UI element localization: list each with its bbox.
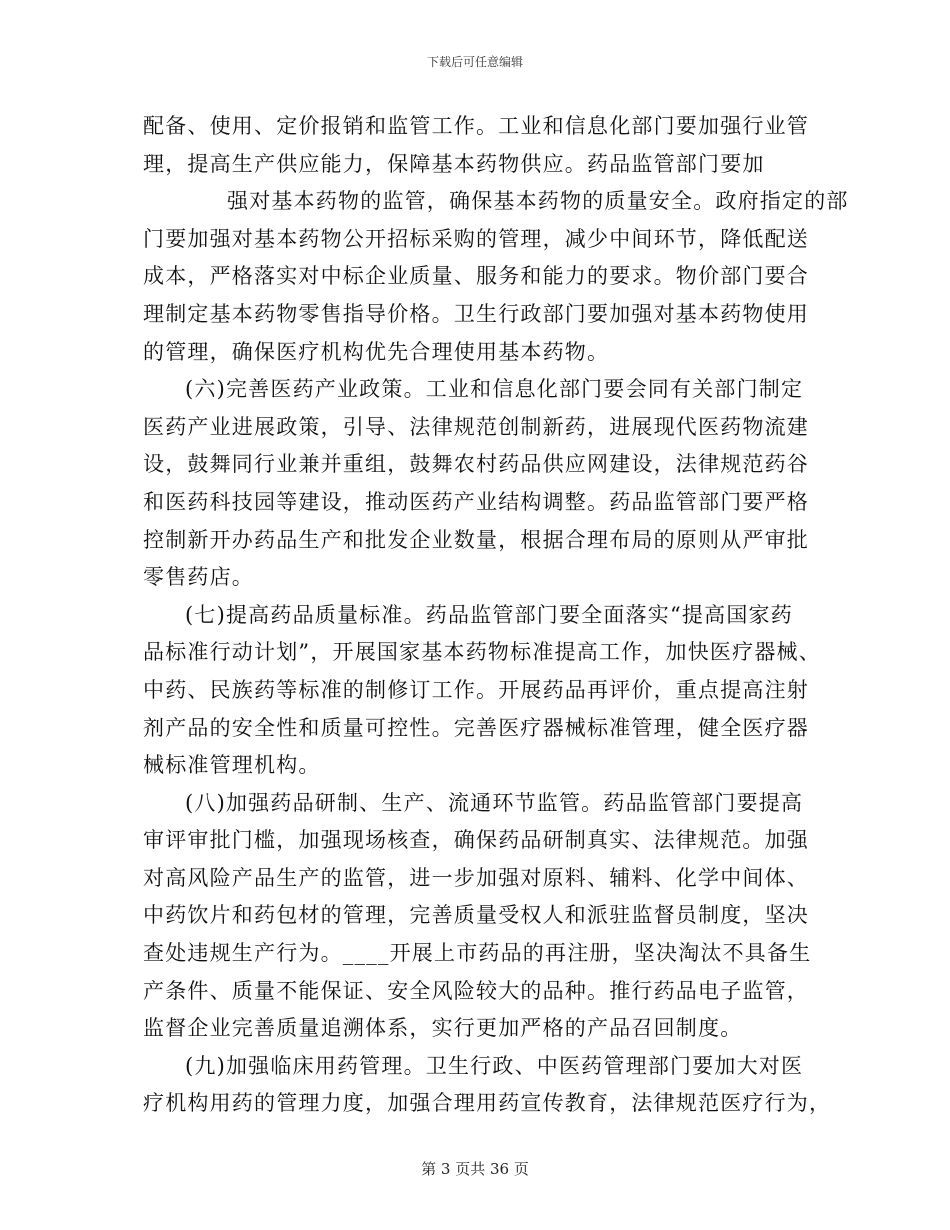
text-line: 零售药店。 <box>143 565 254 590</box>
text-line: 监督企业完善质量追溯体系，实行更加严格的产品召回制度。 <box>143 1016 743 1041</box>
text-line: 和医药科技园等建设，推动医药产业结构调整。药品监管部门要严格 <box>143 489 809 514</box>
text-line: 的管理，确保医疗机构优先合理使用基本药物。 <box>143 339 610 364</box>
text-line: (九)加强临床用药管理。卫生行政、中医药管理部门要加大对医 <box>185 1053 804 1078</box>
text-line: 剂产品的安全性和质量可控性。完善医疗器械标准管理，健全医疗器 <box>143 715 809 740</box>
text-line: 产条件、质量不能保证、安全风险较大的品种。推行药品电子监管， <box>143 978 809 1003</box>
text-line: 对高风险产品生产的监管，进一步加强对原料、辅料、化学中间体、 <box>143 865 809 890</box>
text-line: 强对基本药物的监管，确保基本药物的质量安全。政府指定的部 <box>227 189 849 214</box>
text-line: 查处违规生产行为。____开展上市药品的再注册，坚决淘汰不具备生 <box>143 941 812 966</box>
text-line: 理制定基本药物零售指导价格。卫生行政部门要加强对基本药物使用 <box>143 301 809 326</box>
text-line: 理，提高生产供应能力，保障基本药物供应。药品监管部门要加 <box>143 151 765 176</box>
paragraph-1 <box>143 108 813 183</box>
text-line: 中药、民族药等标准的制修订工作。开展药品再评价，重点提高注射 <box>143 677 809 702</box>
document-body <box>143 108 849 1123</box>
paragraph-6 <box>143 1048 832 1123</box>
paragraph-2 <box>143 183 849 371</box>
text-line: 医药产业进展政策，引导、法律规范创制新药，进展现代医药物流建 <box>143 414 809 439</box>
paragraph-4 <box>143 597 821 785</box>
page-number: 第 3 页共 36 页 <box>421 1160 529 1178</box>
text-line: 疗机构用药的管理力度，加强合理用药宣传教育，法律规范医疗行为， <box>143 1091 832 1116</box>
paragraph-3 <box>143 371 813 597</box>
text-line: (七)提高药品质量标准。药品监管部门要全面落实“提高国家药 <box>185 602 793 627</box>
text-line: (六)完善医药产业政策。工业和信息化部门要会同有关部门制定 <box>185 377 804 402</box>
text-line: 配备、使用、定价报销和监管工作。工业和信息化部门要加强行业管 <box>143 114 809 138</box>
text-line: (八)加强药品研制、生产、流通环节监管。药品监管部门要提高 <box>185 790 804 815</box>
page-header: 下载后可任意编辑 <box>426 55 523 69</box>
text-line: 门要加强对基本药物公开招标采购的管理，减少中间环节，降低配送 <box>143 226 809 251</box>
paragraph-5 <box>143 785 813 1048</box>
text-line: 械标准管理机构。 <box>143 753 321 778</box>
text-line: 控制新开办药品生产和批发企业数量，根据合理布局的原则从严审批 <box>143 527 809 552</box>
text-line: 审评审批门槛，加强现场核查，确保药品研制真实、法律规范。加强 <box>143 828 809 853</box>
text-line: 品标准行动计划”，开展国家基本药物标准提高工作，加快医疗器械、 <box>143 640 821 665</box>
text-line: 中药饮片和药包材的管理，完善质量受权人和派驻监督员制度，坚决 <box>143 903 809 928</box>
text-line: 成本，严格落实对中标企业质量、服务和能力的要求。物价部门要合 <box>143 264 809 289</box>
text-line: 设，鼓舞同行业兼并重组，鼓舞农村药品供应网建设，法律规范药谷 <box>143 452 809 477</box>
